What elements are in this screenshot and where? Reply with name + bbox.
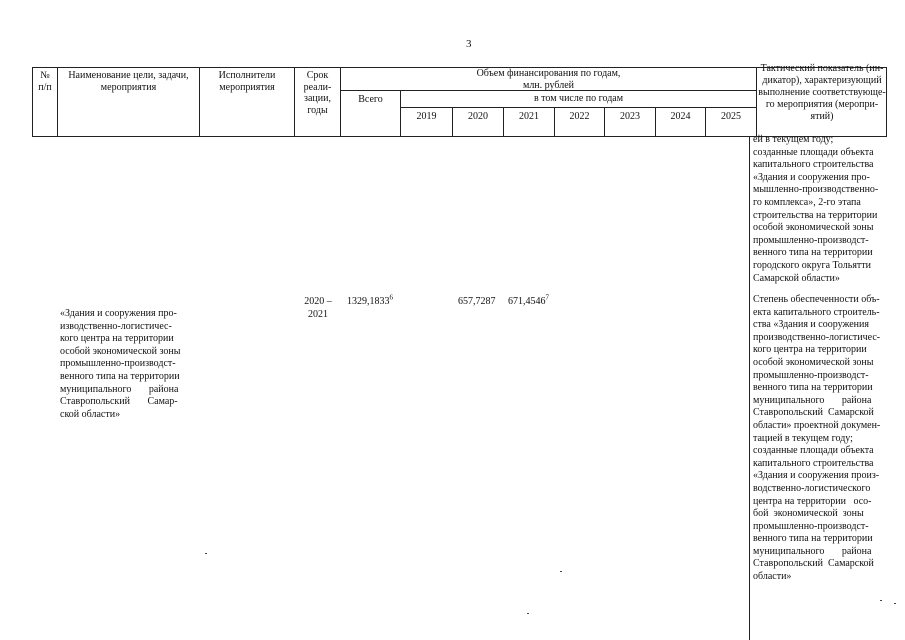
header-total: Всего xyxy=(358,94,383,105)
column-separator xyxy=(749,137,750,640)
header-year-2020: 2020 xyxy=(468,111,488,122)
scan-speck xyxy=(894,603,896,604)
scan-speck xyxy=(880,600,882,601)
header-year-2019: 2019 xyxy=(416,111,437,122)
indicator-main: Степень обеспеченности объ- екта капитального строитель- ства «Здания и сооружения производственно-логистичес- кого центра на территории особой экономической зоны промышленно-производст- венного типа на территории муниципального района Ставропольский Самарской области» проектной докумен- тацией в текущем году; созданные площади объекта капитального строительства «Здания и сооружения произ- водственно-логистического центра на территории осо- бой экономической зоны промышленно-производст- венного типа на территории муниципального района Ставропольский Самарской области» xyxy=(753,294,881,583)
header-year-2025: 2025 xyxy=(721,111,741,122)
scan-speck xyxy=(560,571,562,572)
indicator-top: ей в текущем году; созданные площади объекта капитального строительства «Здания и сооружения про- мышленно-производственно- го комплекса», 2-го этапа строительства на территории особой экономической зоны промышленно-производст- венного типа на территории городского округа Тольятти Самарской области» xyxy=(753,134,879,284)
scan-speck xyxy=(205,553,207,554)
header-year-2024: 2024 xyxy=(670,111,691,122)
header-incl-years: в том числе по годам xyxy=(533,93,624,104)
header-executors: Исполнители мероприятия xyxy=(218,70,276,93)
scan-speck xyxy=(527,613,529,614)
term-years: 2020 – 2021 xyxy=(304,296,332,320)
header-year-2022: 2022 xyxy=(569,111,590,122)
page-number: 3 xyxy=(466,38,472,50)
header-name: Наименование цели, задачи, мероприятия xyxy=(68,70,189,93)
header-indicator: Тактический показатель (ин- дикатор), характеризующий выполнение соответствующе- го мероприятия (меропри- ятий) xyxy=(758,63,886,122)
header-term: Срок реали- зации, годы xyxy=(303,70,332,116)
funding-2021: 671,4546$^7$ xyxy=(508,293,549,307)
funding-2020: 657,7287 xyxy=(458,296,496,307)
header-year-2021: 2021 xyxy=(519,111,539,122)
funding-total: 1329,1833$^6$ xyxy=(347,293,393,307)
header-funding: Объем финансирования по годам, млн. рублей xyxy=(476,68,621,91)
header-year-2023: 2023 xyxy=(620,111,640,122)
header-num: № п/п xyxy=(38,70,52,93)
activity-name: «Здания и сооружения про- изводственно-логистичес- кого центра на территории особой экономической зоны промышленно-производст- венного типа на территории муниципального района Ставропольский Самар- ской области» xyxy=(60,308,181,420)
